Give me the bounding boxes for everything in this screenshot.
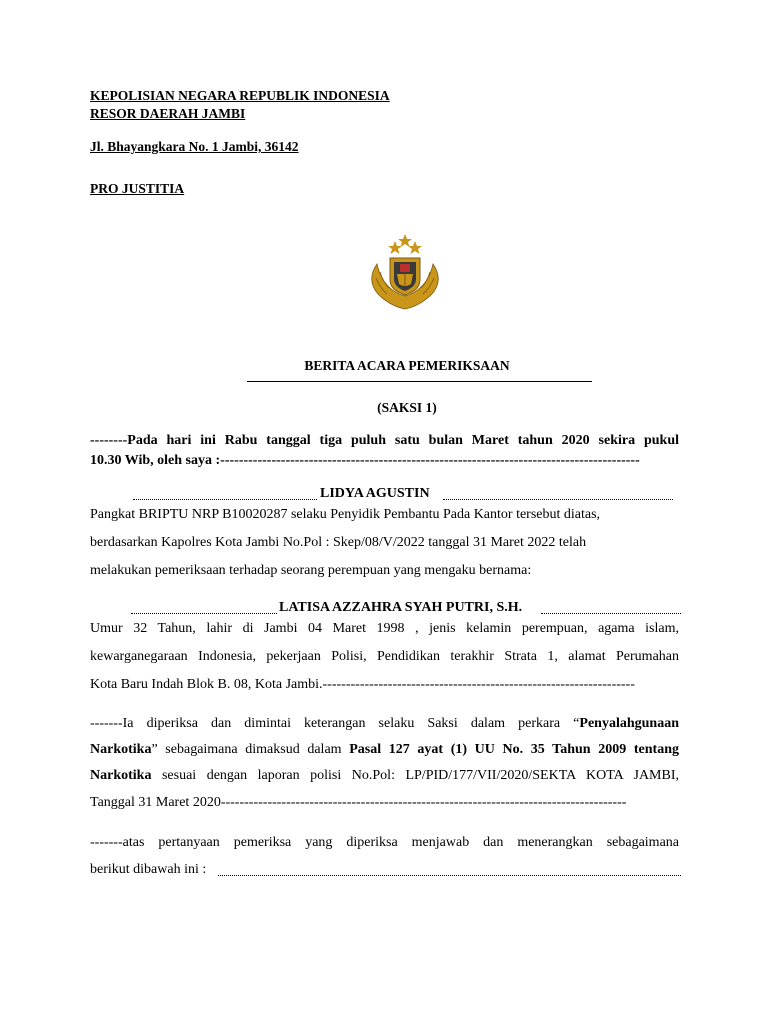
witness-name: LATISA AZZAHRA SYAH PUTRI, S.H.	[279, 600, 523, 615]
witness-line-1: Umur 32 Tahun, lahir di Jambi 04 Maret 1998 , jenis kelamin perempuan, agama islam,	[90, 621, 679, 636]
header-institution: KEPOLISIAN NEGARA REPUBLIK INDONESIA	[90, 88, 390, 103]
header-address: Jl. Bhayangkara No. 1 Jambi, 36142	[90, 139, 299, 154]
name-dotted-leader	[133, 499, 317, 500]
opening-line-1: --------Pada hari ini Rabu tanggal tiga puluh satu bulan Maret tahun 2020 sekira pukul	[90, 433, 679, 448]
case-line-3: Narkotika sesuai dengan laporan polisi No.Pol: LP/PID/177/VII/2020/SEKTA KOTA JAMBI,	[90, 768, 679, 783]
title-underline	[247, 381, 592, 382]
name-dotted-leader	[443, 499, 673, 500]
closing-line-1: -------atas pertanyaan pemeriksa yang diperiksa menjawab dan menerangkan sebagaimana	[90, 835, 679, 850]
name-dotted-leader	[131, 613, 277, 614]
case-line-1: -------Ia diperiksa dan dimintai keterangan selaku Saksi dalam perkara “Penyalahgunaan	[90, 716, 679, 731]
case-line-2: Narkotika” sebagaimana dimaksud dalam Pasal 127 ayat (1) UU No. 35 Tahun 2009 tentang	[90, 742, 679, 757]
witness-line-3: Kota Baru Indah Blok B. 08, Kota Jambi.-------------------------------------------------------------------	[90, 677, 635, 692]
examiner-line-1: Pangkat BRIPTU NRP B10020287 selaku Penyidik Pembantu Pada Kantor tersebut diatas,	[90, 507, 601, 522]
case-line-4: Tanggal 31 Maret 2020---------------------------------------------------------------------------------------	[90, 795, 627, 810]
examiner-line-2: berdasarkan Kapolres Kota Jambi No.Pol : Skep/08/V/2022 tanggal 31 Maret 2022 telah	[90, 535, 587, 550]
name-dotted-leader	[541, 613, 681, 614]
closing-line-2: berikut dibawah ini :	[90, 862, 207, 877]
witness-line-2: kewarganegaraan Indonesia, pekerjaan Polisi, Pendidikan terakhir Strata 1, alamat Perumahan	[90, 649, 679, 664]
examiner-line-3: melakukan pemeriksaan terhadap seorang perempuan yang mengaku bernama:	[90, 563, 532, 578]
pro-justitia-label: PRO JUSTITIA	[90, 181, 185, 196]
document-subtitle: (SAKSI 1)	[377, 400, 437, 415]
police-emblem-icon	[360, 232, 450, 312]
header-unit: RESOR DAERAH JAMBI	[90, 106, 246, 121]
document-title: BERITA ACARA PEMERIKSAAN	[304, 358, 510, 373]
opening-line-2: 10.30 Wib, oleh saya :------------------------------------------------------------------------------------------	[90, 453, 640, 468]
examiner-name: LIDYA AGUSTIN	[320, 486, 430, 501]
closing-dotted-leader	[218, 875, 681, 876]
